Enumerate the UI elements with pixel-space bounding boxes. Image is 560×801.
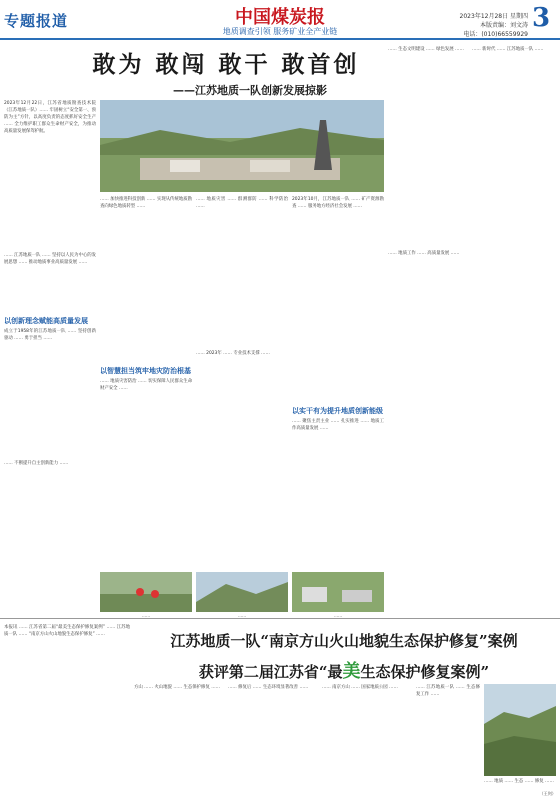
col1-para1: 2023年12月22日，江苏省地质勘查技术院（江苏地质一队）…… 牢固树立“安全第一、预防为主”方针，以高度负责的态度抓好安全生产 …… 全力维护职工群众生命财产安全，为推动高质量发展保驾护航。 [4, 101, 96, 134]
col1-para3: 成立于1958年的江苏地质一队 …… 坚持创新驱动 …… 勇于担当 …… [4, 329, 96, 341]
col5-para3: …… 地质工作 …… 高质量发展 …… [388, 251, 460, 256]
bottom-headline-1: 江苏地质一队“南京方山火山地貌生态保护修复”案例 [170, 632, 518, 650]
bottom-para5: …… 江苏地质一队 …… 生态修复工作 …… [416, 685, 480, 697]
photo-caption-2: …… [237, 613, 247, 618]
editor-credit: 本版责编：刘文涛 [479, 22, 528, 29]
photo-site-buildings [292, 572, 384, 612]
article-source: （王剑） [539, 791, 556, 796]
photo-drill-site-image [100, 100, 384, 192]
page-header [0, 0, 560, 40]
photo-mountain-image [196, 572, 288, 612]
photo-drill-site [100, 100, 384, 192]
col3-para2: …… 2023年 …… 专业技术支撑 …… [196, 351, 270, 356]
photo-field-work [100, 572, 192, 612]
section-title: 专题报道 [4, 12, 69, 30]
photo-caption-1: …… [141, 613, 151, 618]
col3-para1: …… 地质灾害 …… 群测群防 …… 科学防治 …… [196, 197, 288, 209]
bottom-para2: 方山 …… 火山地貌 …… 生态保护修复 …… [134, 685, 221, 690]
masthead-logo: 中国煤炭报 [235, 7, 325, 28]
bottom-para6: …… 地质 …… 生态 …… 修复 …… [484, 779, 554, 784]
main-headline: 敢为 敢闯 敢干 敢首创 [92, 51, 360, 78]
col1-subhead: 以创新理念赋能高质量发展 [4, 317, 88, 325]
col2-para2: …… 地质灾害防治 …… 切实保障人民群众生命财产安全 …… [100, 379, 192, 391]
photo-fangshan-image [484, 684, 556, 776]
header-info [378, 12, 528, 39]
photo-field-work-image [100, 572, 192, 612]
bottom-headline-2 [134, 657, 554, 683]
bottom-para4: …… 南京方山 …… 国家地质公园 …… [322, 685, 398, 690]
col5-para2: …… 新时代 …… 江苏地质一队 …… [472, 47, 544, 52]
col1-para2: …… 江苏地质一队 …… 坚持以人民为中心的发展思想 …… 推动地质事业高质量发展 …… [4, 253, 96, 265]
photo-mountain [196, 572, 288, 612]
photo-caption-3: …… [333, 613, 343, 618]
issue-date: 2023年12月28日 星期四 [459, 13, 528, 20]
photo-fangshan [484, 684, 556, 776]
bottom-para1: 本报讯 …… 江苏省第二届“最美生态保护修复案例” …… 江苏地质一队 …… “南京方山火山地貌生态保护修复” …… [4, 625, 130, 637]
col4-para2: …… 聚焦主责主业 …… 扎实推进 …… 地质工作高质量发展 …… [292, 419, 384, 431]
bottom-headline-2-part-b: 生态保护修复案例” [360, 663, 490, 681]
masthead-slogan: 地质调查引领 服务矿业全产业链 [222, 27, 338, 36]
section-divider [0, 618, 560, 619]
page-number: 3 [532, 3, 551, 33]
bottom-headline-2-highlight: 美 [342, 661, 361, 682]
col4-subhead: 以实干有为提升地质创新能级 [292, 407, 383, 415]
col1-para4: …… 不断提升自主创新能力 …… [4, 461, 69, 466]
sub-headline: ——江苏地质一队创新发展掠影 [173, 84, 327, 97]
col5-para1: …… 生态文明建设 …… 绿色发展 …… [388, 47, 464, 52]
editor-phone: 电话：(010)66559929 [463, 31, 528, 38]
col2-para1: …… 加快推进科技创新 …… 实现从传统地质勘查向绿色地质转型 …… [100, 197, 192, 209]
col2-subhead: 以智慧担当筑牢地灾防治根基 [100, 367, 191, 375]
bottom-para3: …… 修复后 …… 生态环境显著改善 …… [228, 685, 309, 690]
col4-para1: 2023年10月，江苏地质一队 …… 矿产资源勘查 …… 服务地方经济社会发展 …… [292, 197, 384, 209]
photo-site-buildings-image [292, 572, 384, 612]
bottom-headline-2-part-a: 获评第二届江苏省“最 [198, 663, 343, 681]
